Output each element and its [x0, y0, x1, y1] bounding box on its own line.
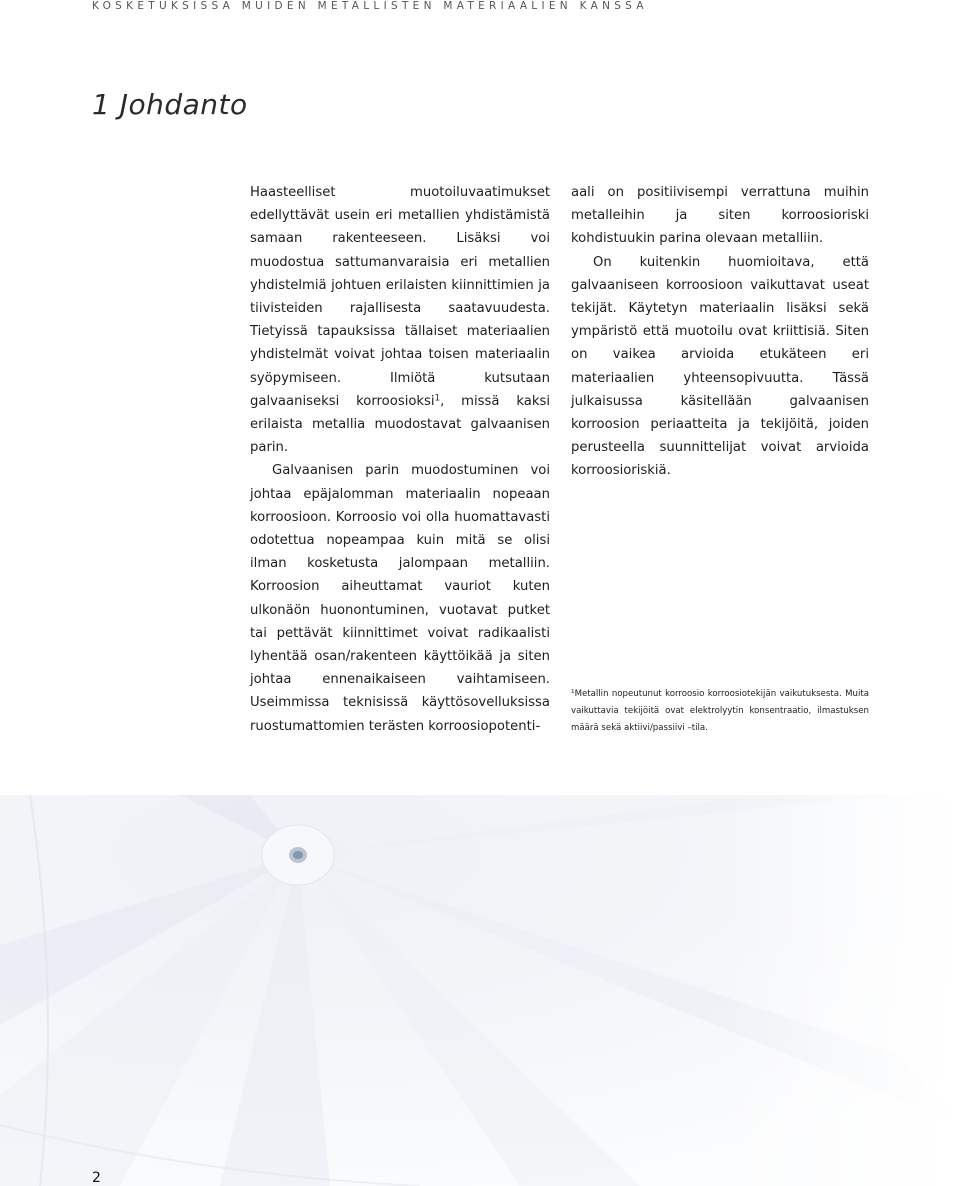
paragraph-1 — [250, 181, 550, 459]
footnote — [571, 686, 869, 737]
body-column-right — [571, 181, 869, 483]
footnote-marker: 1 — [571, 688, 575, 695]
body-column-left — [250, 181, 550, 738]
footnote-reference: 1 — [434, 393, 441, 404]
paragraph-3: On kuitenkin huomioitava, että galvaaniseen korroosioon vaikuttavat useat tekijät. Käytetyn materiaalin lisäksi sekä ympäristö että muotoilu ovat kriittisiä. Siten on vaikea arvioida etukäteen eri materiaalien yhteensopivuutta. Tässä julkaisussa käsitellään galvaanisen korroosion periaatteita ja tekijöitä, joiden perusteella suunnittelijat voivat arvioida korroosioriskiä. — [571, 254, 869, 479]
page-number: 2 — [92, 1170, 101, 1186]
running-header: KOSKETUKSISSA MUIDEN METALLISTEN MATERIAALIEN KANSSA — [92, 0, 648, 12]
paragraph-2-continued: aali on positiivisempi verrattuna muihin metalleihin ja siten korroosioriski kohdistuukin parina olevaan metalliin. — [571, 185, 869, 247]
paragraph-1-text-end: , missä kaksi erilaista metallia muodostavat galvaanisen parin. — [250, 393, 550, 456]
footnote-text: Metallin nopeutunut korroosio korroosiotekijän vaikutuksesta. Muita vaikuttavia tekijöitä ovat elektrolyytin konsentraatio, ilmastuksen määrä sekä aktiivi/passiivi –tila. — [571, 689, 869, 733]
paragraph-2: Galvaanisen parin muodostuminen voi johtaa epäjalomman materiaalin nopeaan korroosioon. Korroosio voi olla huomattavasti odotettua nopeampaa kuin mitä se olisi ilman kosketusta jalompaan metalliin. Korroosion aiheuttamat vauriot kuten ulkonäön huonontuminen, vuotavat putket tai pettävät kiinnittimet voivat radikaalisti lyhentää osan/rakenteen käyttöikää ja siten johtaa ennenaikaiseen vaihtamiseen. Useimmissa teknisissä käyttösovelluksissa ruostumattomien terästen korroosiopotenti- — [250, 463, 550, 734]
paragraph-1-text: Haasteelliset muotoiluvaatimukset edellyttävät usein eri metallien yhdistämistä samaan rakenteeseen. Lisäksi voi muodostua sattumanvaraisia eri metallien yhdistelmiä johtuen erilaisten kiinnittimien ja tiivisteiden rajallisesta saatavuudesta. Tietyissä tapauksissa tällaiset materiaalien yhdistelmät voivat johtaa toisen materiaalin syöpymiseen. Ilmiötä kutsutaan galvaaniseksi korroosioksi — [250, 185, 550, 409]
disc-photo — [0, 795, 960, 1186]
chapter-title: 1 Johdanto — [92, 88, 248, 121]
